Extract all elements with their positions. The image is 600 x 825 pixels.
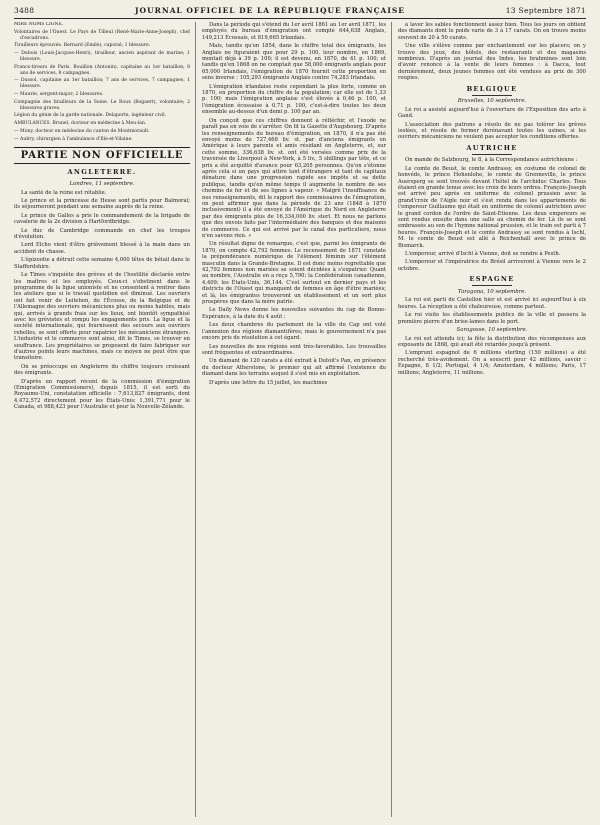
header-rule [14,18,586,19]
section-heading-angleterre: ANGLETERRE. [67,167,137,176]
article-paragraph: à laver les sables fonctionnent assez bien. Tous les jours on obtient des diamants dont le poids varie de 3 à 17 carats. On en trouve moins souvent de 20 à 50 carats. [398,22,586,41]
partie-non-officielle-heading: PARTIE NON OFFICIELLE [14,147,190,164]
dateline: Londres, 11 septembre. [69,181,135,188]
article-paragraph: D'après une lettre du 15 juillet, les machines [209,379,328,386]
casualty-list-item: Volontaires de l'Ouest. Le Pays de Tilleul (René-Marie-Anne-Joseph), chef d'escadrons. [14,29,190,41]
column-3 [398,22,586,819]
article-paragraph: L'empereur et l'impératrice du Brésil arriveront à Vienne vers le 2 octobre. [398,259,586,272]
casualty-list-item: — Mony, docteur en médecine du canton de Montmorault. [14,128,150,134]
casualty-list-item: Compagnie des tirailleurs de la Seine. Le Roux (Bogaert), volontaire; 2 blessures graves. [14,99,190,111]
article-paragraph: Le prince de Galles a pris le commandement de la brigade de cavalerie de la 2e division à Hartfordbridge. [14,212,190,226]
casualty-list-item: MIRE NOMS LIGNE. [14,22,64,27]
article-paragraph: Un résultat digne de remarque, c'est que, parmi les émigrants de 1870, on compte 42,792 femmes. Le recensement de 1871 constate la prépondérance numérique de l'élément féminin sur l'élément masculin dans la Grande-Bretagne. Il est donc moins regrettable que 42,792 femmes non mariées se soient décidées à s'expatrier. Quant au nombre, l'Australie en a reçu 5,790; la Confédération canadienne, 4,409; les États-Unis, 36,144. C'est surtout en dernier pays et les districts de l'Ouest qui manquent de femmes en âge d'être mariées; et là, les émigrantes trouveront un établissement et un sort plus prospères que dans la mère patrie. [202,241,386,306]
article-paragraph: Le roi est attendu ici; la fête la distribution des récompenses aux exposants de 1868, qui avait été retardée jusqu'à présent. [398,335,586,348]
article-paragraph: On se préoccupe en Angleterre du chiffre toujours croissant des émigrants. [14,363,190,377]
column-divider-1 [195,22,196,817]
article-paragraph: Le roi visite les établissements publics de la ville et passera la première pierre d'un brise-lames dans le port. [398,312,586,325]
dateline: Taragona, 10 septembre. [457,288,527,295]
article-paragraph: L'association des patrons a résolu de ne pas tolérer les grèves isolées, et résolu de fermer dorénavant toutes les usines, si les ouvriers mécaniciens ne veulent pas accepter les conditions offertes. [398,121,586,141]
issue-date: 13 Septembre 1871 [505,6,586,15]
page-header [14,6,586,18]
article-paragraph: Le prince et la princesse de Hesse sont partis pour Balmoral; ils séjourneront pendant une semaine auprès de la reine. [14,198,190,211]
casualty-list-item: Légion du génie de la garde nationale. Delaporte, ingénieur civil. [14,113,167,119]
column-2 [202,22,386,819]
article-paragraph: L'émigration irlandaise reste cependant la plus forte, comme en 1870, en proportion du chiffre de la population; car elle est de 1,33 p. 100; mais l'émigration anglaise s'est élevée à 0,46 p. 100, et l'émigration écossaise à 0,71 p. 100, c'est-à-dire toutes les deux ensemble au-dessus d'un demi p. 100 par an. [202,83,386,116]
article-paragraph: Le comte de Beust, le comte Andrassy, en costume de colonel de honvéds, le prince Hohenlohe, le comte de Grenneville, le prince Auersperg se sont trouvés devant l'hôtel de l'archiduc Charles. Tous étaient en grande tenue avec les croix de leurs ordres. François-Joseph est arrivé peu après en uniforme de colonel prussien avec la grand'croix de l'Aigle noir et s'est rendu dans les appartements de l'empereur Guillaume qui était en uniforme de colonel autrichien avec le grand cordon de l'ordre de Saint-Étienne. Les deux empereurs se sont rendus ensuite dans une salle au chemin de fer. Là ils se sont embrassés au son de l'hymne national prussien, et le train est parti à 7 heures. François-Joseph et le comte Andrassy se sont rendus à Ischl, M. le comte de Beust est allé à Reichenhall avec le prince de Bismarck. [398,165,586,249]
article-paragraph: On mande de Salzbourg, le 8, à la Correspondance autrichienne : [405,157,578,164]
journal-title: JOURNAL OFFICIEL DE LA RÉPUBLIQUE FRANÇAISE [134,6,406,15]
page-number: 3488 [14,6,35,15]
dateline: Saragosse, 10 septembre. [456,327,528,333]
casualty-list-item: — Maurie, sergent-major; 2 blessures. [14,91,104,97]
casualty-list-item: — Aubry, chirurgien à l'ambulance d'Ille-et-Vilaine. [14,136,133,142]
article-paragraph: Le Daily News donne les nouvelles suivantes du cap de Bonne-Espérance, à la date du 4 août : [202,307,386,320]
section-rule [472,95,512,96]
casualty-list-item: AMBULANCES. Brunel, docteur en médecine à Meu-lan. [14,121,147,127]
article-paragraph: Les deux chambres du parlement de la ville du Cap ont voté l'annexion des régions diamantifères; mais le gouvernement n'a pas encore pris de résolution à cet égard. [202,322,386,342]
article-paragraph: On conçoit que ces chiffres donnent à réfléchir, et l'exode ne paraît pas en voie de s'arrêter. On lit la Gazette d'Augsbourg. D'après les renseignements du bureau d'émigration, en 1870, il n'a pas été envoyé moins de 727,468 liv. st. par d'anciens émigrants en Amérique à leurs parents et amis résidant en Angleterre, et, sur cette somme, 336,638 liv. st. ont été versées comme prix de la traversée de Liverpool à New-York, à 5 liv., 5 shillings par tête, et ce prix a été acquitté d'avance pour 63,205 personnes. Qu'on s'étonne après cela si un pays qui attire tant d'étrangers et tant de capitaux dénature dans une progression rapide ses impôts et sa dette publique, tandis qu'en même temps il augmente le nombre de ses chemins de fer et de ses lignes à vapeur. « Malgré l'insuffisance de nos renseignements, dit le rapport des commissaires de l'émigration, on peut affirmer que dans la période de 23 ans (1848 à 1870 inclusivement) il a été envoyé de l'Amérique du Nord en Angleterre par des émigrants plus de 16,334,000 liv. sterl. Et nous ne parlons que des envois faits par l'intermédiaire des banques et des maisons de commerce. Ce qui est arrivé par le canal des particuliers, nous n'en savons rien. » [202,117,386,239]
dateline: Bruxelles, 10 septembre. [457,98,527,105]
article-paragraph: L'épizootie a détruit cette semaine 4,000 têtes de bétail dans le Staffordshire. [14,257,190,270]
article-paragraph: Un diamant de 120 carats a été extrait à Dutoit's Pan, en présence du docteur Atherstone, le premier qui ait affirmé l'existence du diamant dans les terrains auquel il s'est mis en exploitation. [202,358,386,378]
article-paragraph: Une ville s'élève comme par enchantement sur les placers; on y trouve des jeux, des hôtels, des restaurants et des magasins nombreux. D'après un journal des Indes, les brahmines sont loin d'avoir renoncé à la vente de leurs femmes : à Dacca, tout dernièrement, deux jeunes femmes ont été vendues au prix de 300 roupies. [398,43,586,82]
column-divider-2 [391,22,392,817]
article-paragraph: Le roi a assisté aujourd'hui à l'ouverture de l'Exposition des arts à Gand. [398,106,586,120]
article-paragraph: Mais, tandis qu'en 1854, dans le chiffre total des émigrants, les Anglais ne figuraient que pour 29 p. 100, leur nombre, en 1869, montait déjà à 39 p. 100; il est devenu, en 1870, de 41 p. 100; et tandis qu'en 1868 on ne comptait que 58,000 émigrants anglais pour 65,000 Irlandais, l'émigration de 1870 fournit cette proportion en sens inverse : 105,293 émigrants Anglais contre 74,283 Irlandais. [202,43,386,82]
section-rule [472,154,512,155]
article-paragraph: Le duc de Cambridge commande en chef les troupes d'évolution. [14,227,190,241]
article-paragraph: Lord Elcho vient d'être grièvement blessé à la main dans un accident de chasse. [14,242,190,255]
casualty-list-item: Tirailleurs éprouvés. Bernard (Emile), caporal; 1 blessure. [14,43,151,49]
article-paragraph: Le Times s'inquiète des grèves et de l'hostilité déclarée entre les maîtres et les employés. Ceux-ci s'obstinent dans le programme de la ligue unioniste et ne consentent à rentrer dans les ateliers que si le travail quotidien est diminué. Les ouvriers ont fait venir de Leitehen, de l'Écosse, de la Belgique et de l'Allemagne des ouvriers mécaniciens plus ou moins habiles, mais qui, arrivés à grands frais sur les lieux, ont bientôt sympathisé avec les grévistes et rompu les engagements pris. La ligue et la société internationale, qui fournissent des secours aux ouvriers rebelles, se sont offerts pour rapatrier les mécaniciens étrangers. L'industrie et le commerce sont ainsi, dit le Times, se trouver en souffrance. Les propriétaires se proposent de faire fabriquer sur d'autres points leurs machines, mais ce moyen ne peut être que transitoire. [14,272,190,362]
article-paragraph: Dans la période qui s'étend du 1er avril 1861 au 1er avril 1871, les employés du bureau d'émigration ont compté 644,638 Anglais, 149,213 Écossais, et 819,665 Irlandais. [202,22,386,41]
column-1 [14,22,190,819]
article-paragraph: Le roi est parti de Castellon hier et est arrivé ici aujourd'hui à six heures. La réception a été chaleureuse, comme partout. [398,297,586,310]
casualty-list-item: — Dussol, capitaine au 1er bataillon; 7 ans de services, 7 campagnes, 1 blessure. [14,78,190,90]
section-heading-espagne: ESPAGNE [469,275,515,284]
casualty-list-item: — Dubois (Louis-Jacques-Henri), tirailleur, ancien aspirant de marine; 1 blessure. [14,51,190,62]
casualty-list-item: Francs-tireurs de Paris. Bouillon (Antonin), capitaine au 1er bataillon; 8 ans de services, 8 campagnes. [14,64,190,76]
article-paragraph: L'empereur, arrivé d'Ischl à Vienne, doit se rendre à Pesth. [405,251,561,258]
article-paragraph: La santé de la reine est rétablie. [21,189,107,196]
section-rule [472,285,512,286]
section-rule [82,178,122,179]
article-paragraph: L'emprunt espagnol de 6 millions sterling (150 millions) a été recherché très-avidement. On a souscrit pour 42 millions, savoir : Espagne, 8 1/2; Portugal, 4 1/4; Amsterdam, 4 millions; Paris, 17 millions; Angleterre, 11 millions. [398,350,586,376]
section-heading-belgique: BELGIQUE [466,84,518,93]
section-heading-autriche: AUTRICHE [466,143,518,152]
article-paragraph: D'après un rapport récent de la commission d'émigration (Emigration Commissioners), depuis 1815, il est sorti du Royaume-Uni, constatation officielle : 7,613,827 émigrants, dont 4,472,572 directement pour les États-Unis; 1,391,771 pour le Canada, et 988,423 pour l'Australie et pour la Nouvelle-Zélande. [14,378,190,411]
article-paragraph: Les nouvelles de nos régions sont très-favorables. Les trouvailles sont fréquentes et extraordinaires. [202,343,386,356]
